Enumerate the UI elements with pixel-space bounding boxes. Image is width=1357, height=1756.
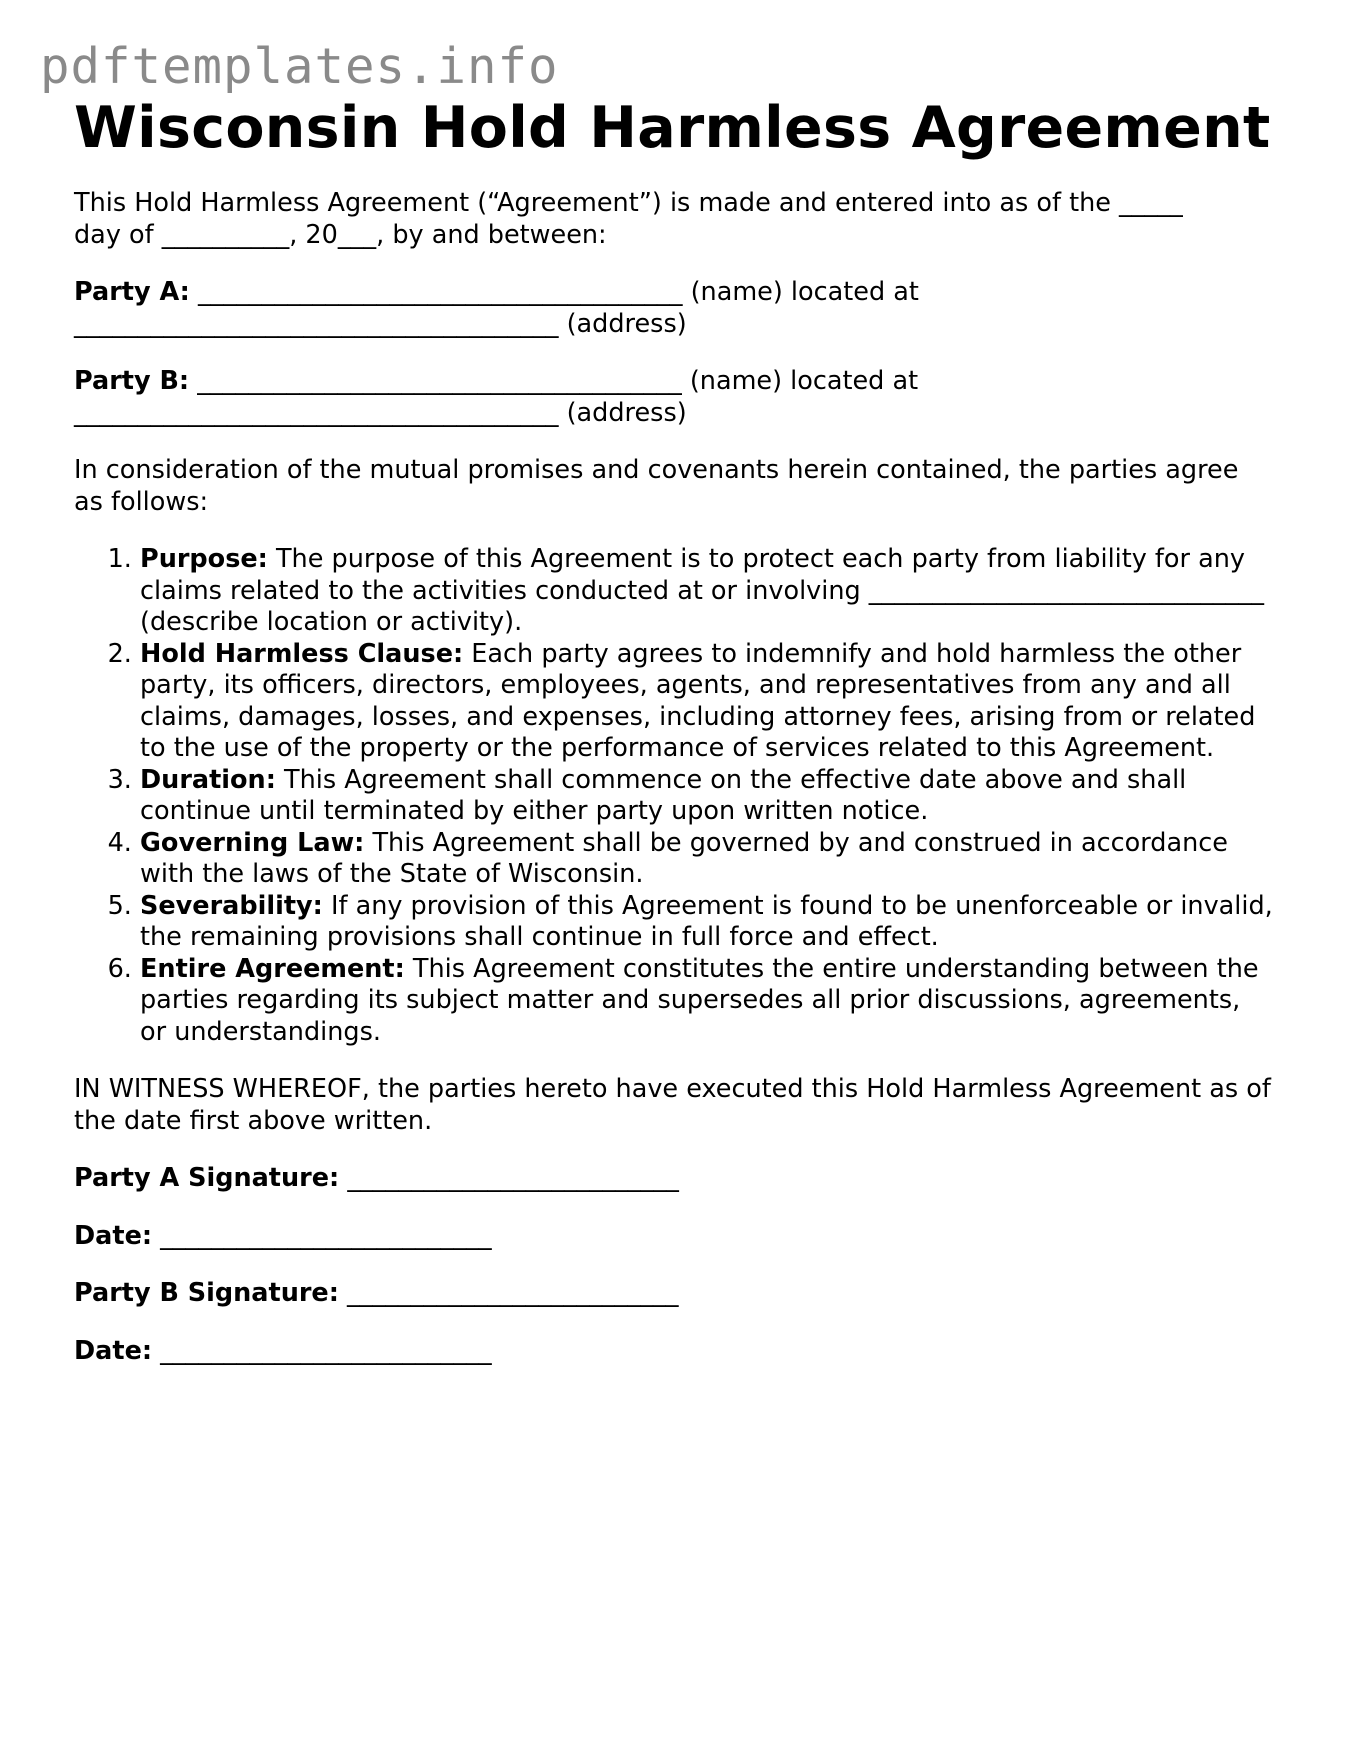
party-a-date-row (74, 1221, 1274, 1253)
party-b-signature-label: Party B Signature: (74, 1278, 339, 1308)
party-a-name-field[interactable]: ______________________________________ (name) located at (189, 277, 919, 307)
clause-text: The purpose of this Agreement is to protect each party from liability for any claims related to the activities conducted at or involving _______________________________ (describe location or activity). (140, 544, 1265, 637)
clause-governing-law (140, 828, 1274, 891)
clause-purpose (140, 544, 1274, 639)
document-body (74, 188, 1274, 1367)
party-a-signature-field[interactable]: __________________________ (339, 1163, 679, 1193)
party-b-date-field[interactable]: __________________________ (152, 1335, 492, 1366)
clause-heading: Duration: (140, 764, 276, 795)
clause-list (74, 544, 1274, 1048)
clause-severability (140, 891, 1274, 954)
document-page (74, 92, 1274, 1367)
clause-text: If any provision of this Agreement is found to be unenforceable or invalid, the remaining provisions shall continue in full force and effect. (140, 890, 1273, 952)
clause-text: Each party agrees to indemnify and hold harmless the other party, its officers, directors, employees, agents, and representatives from any and all claims, damages, losses, and expenses, including attorney fees, arising from or related to the use of the property or the performance of services related to this Agreement. (140, 638, 1256, 763)
clause-entire-agreement (140, 954, 1274, 1049)
party-a-date-field[interactable]: __________________________ (152, 1220, 492, 1251)
clause-heading: Hold Harmless Clause: (140, 638, 464, 669)
party-b-label: Party B: (74, 366, 190, 396)
party-a-label: Party A: (74, 277, 190, 307)
clause-duration (140, 765, 1274, 828)
clause-text: This Agreement shall be governed by and construed in accordance with the laws of the State of Wisconsin. (140, 827, 1228, 889)
clause-heading: Entire Agreement: (140, 953, 405, 984)
clause-heading: Severability: (140, 890, 323, 921)
intro-paragraph (74, 188, 1274, 251)
party-b-address-field[interactable]: ______________________________________ (address) (74, 397, 687, 428)
watermark: pdftemplates.info (40, 38, 559, 95)
clause-heading: Purpose: (140, 544, 268, 574)
clause-heading: Governing Law: (140, 827, 365, 858)
witness-paragraph: IN WITNESS WHEREOF, the parties hereto have executed this Hold Harmless Agreement as of the date first above written. (74, 1074, 1271, 1136)
party-b-signature-row (74, 1278, 1274, 1310)
party-a-signature-label: Party A Signature: (74, 1163, 340, 1193)
intro-line-1: This Hold Harmless Agreement (“Agreement”) is made and entered into as of the _____ (74, 188, 1183, 218)
clause-text: This Agreement shall commence on the effective date above and shall continue until terminated by either party upon written notice. (140, 764, 1187, 826)
party-a-signature-row (74, 1163, 1274, 1195)
party-b-signature-field[interactable]: __________________________ (338, 1278, 679, 1308)
party-b-block (74, 366, 1274, 429)
document-title: Wisconsin Hold Harmless Agreement (74, 95, 1271, 161)
party-a-date-label: Date: (74, 1220, 153, 1251)
clause-hold-harmless (140, 639, 1274, 765)
party-a-block (74, 277, 1274, 340)
clause-text: This Agreement constitutes the entire understanding between the parties regarding its subject matter and supersedes all prior discussions, agreements, or understandings. (140, 953, 1259, 1047)
party-b-date-row (74, 1336, 1274, 1368)
consideration-paragraph: In consideration of the mutual promises and covenants herein contained, the parties agree as follows: (74, 455, 1239, 517)
party-b-name-field[interactable]: ______________________________________ (name) located at (189, 366, 919, 396)
party-a-address-field[interactable]: ______________________________________ (address) (74, 308, 687, 339)
party-b-date-label: Date: (74, 1335, 153, 1366)
intro-line-2: day of __________, 20___, by and between: (74, 219, 607, 250)
